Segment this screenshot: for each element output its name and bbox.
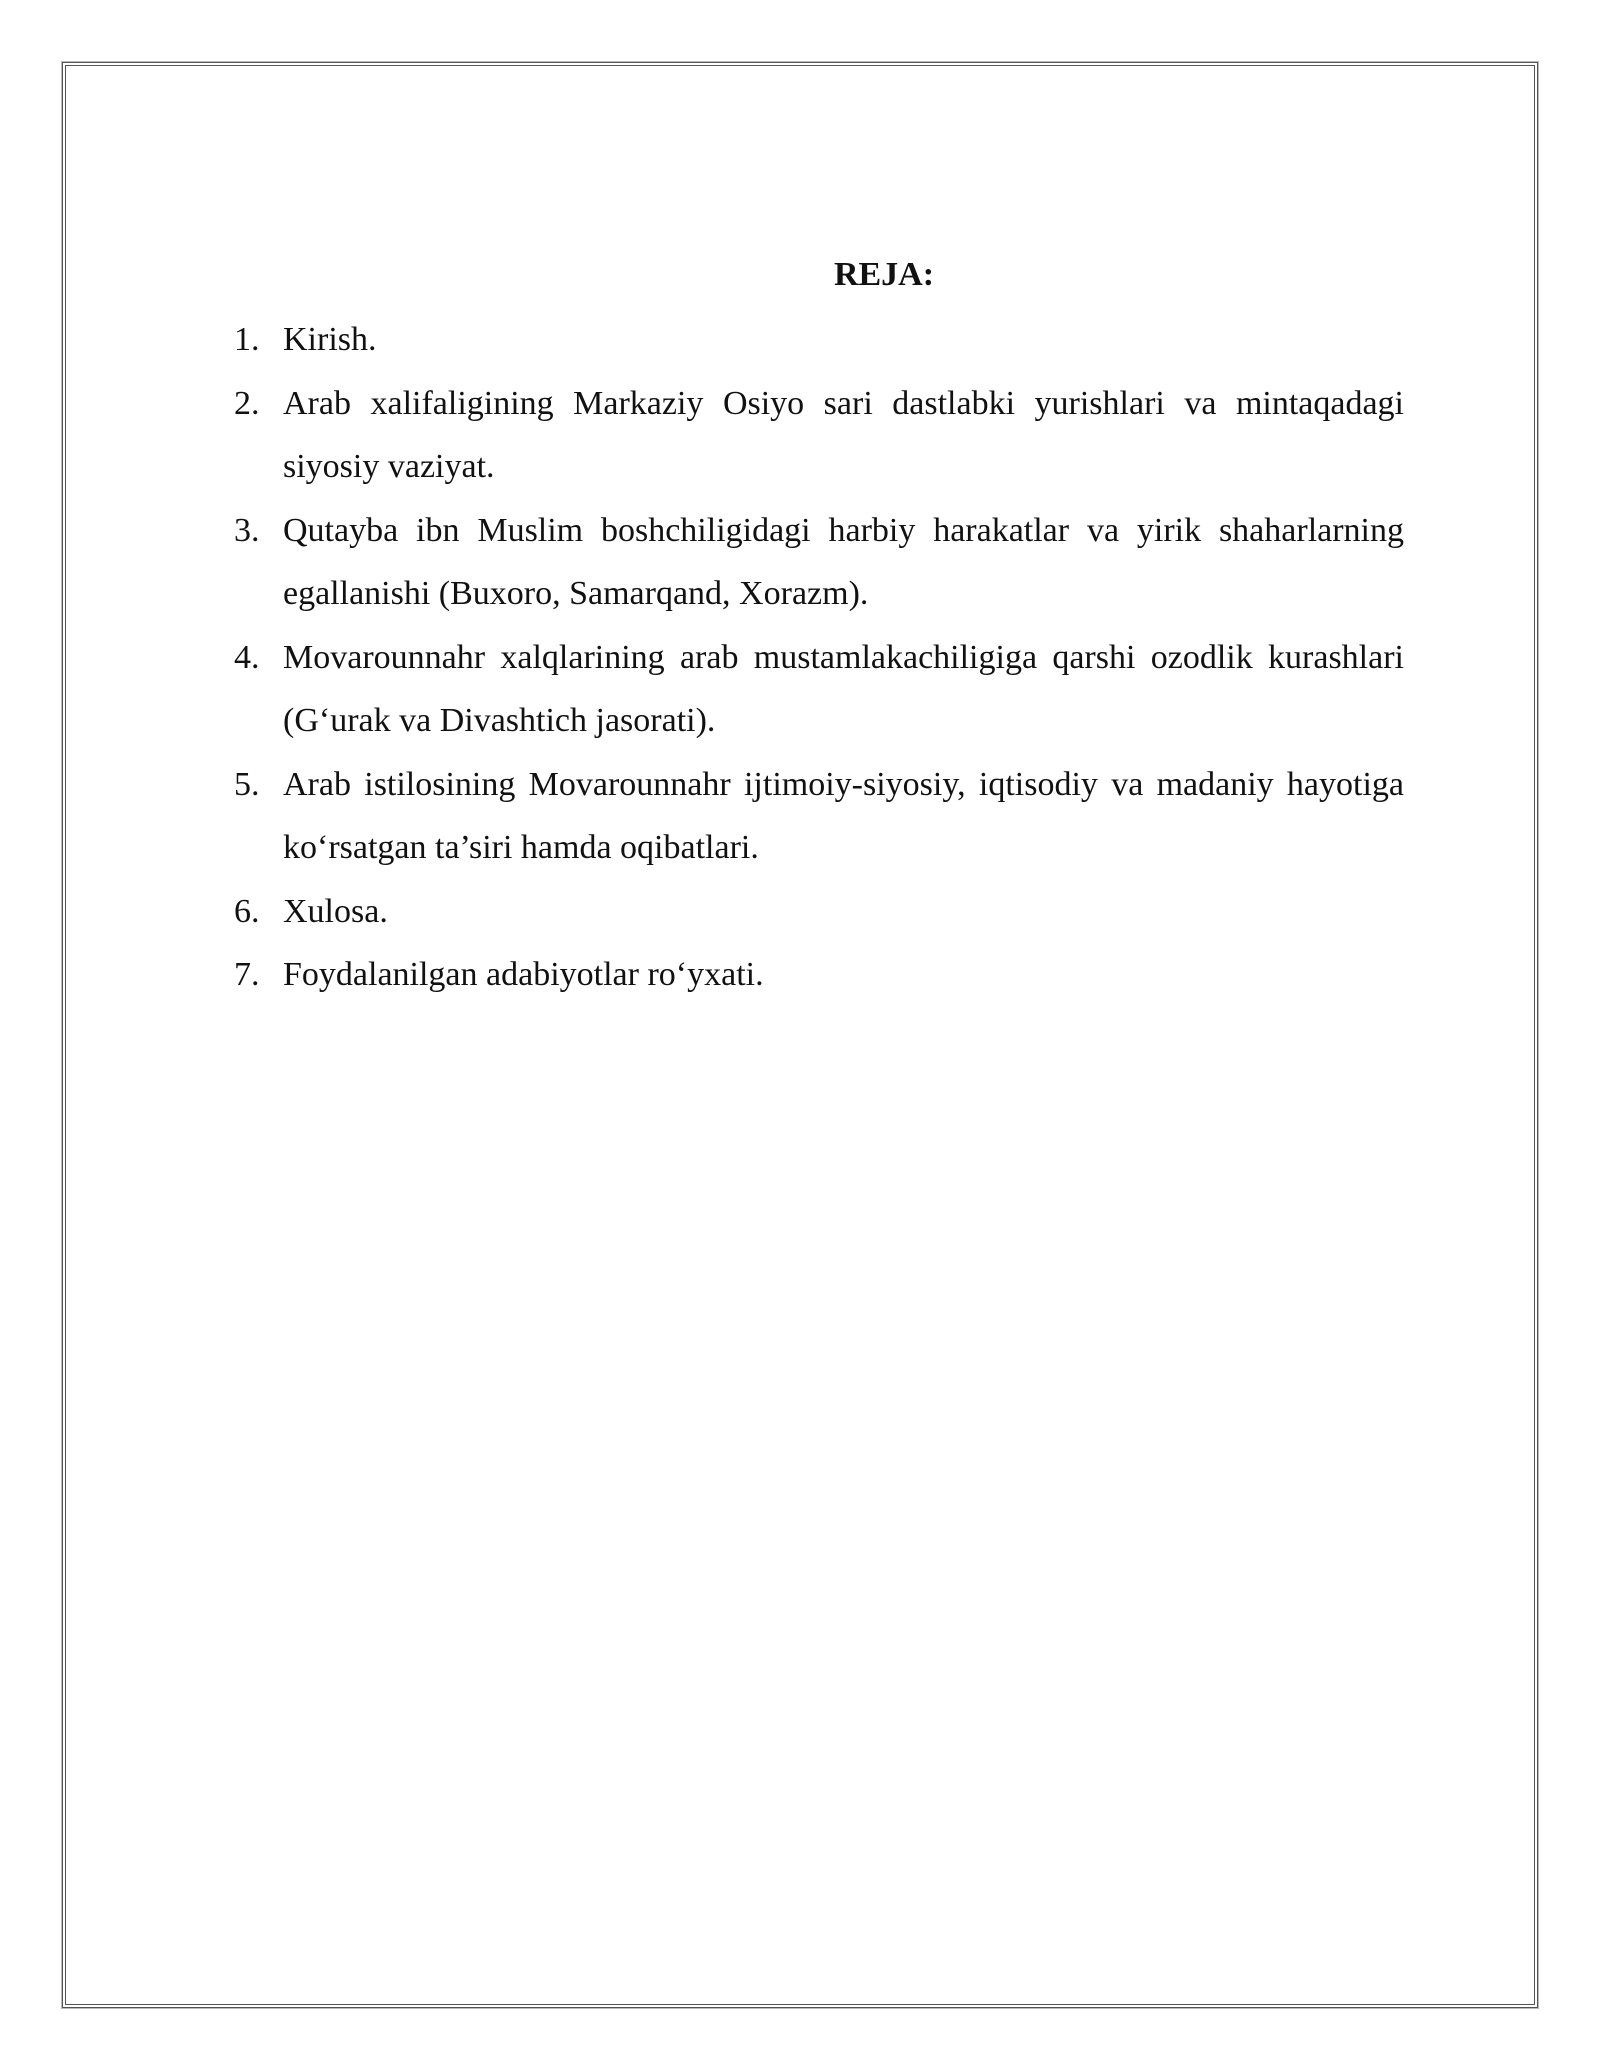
list-item-number: 2.	[234, 384, 260, 422]
list-item	[234, 626, 1404, 753]
list-item-text: Foydalanilgan adabiyotlar ro‘yxati.	[283, 956, 764, 993]
list-item	[234, 880, 1404, 944]
list-item-number: 3.	[234, 511, 260, 549]
plan-list	[234, 308, 1404, 1007]
list-item-text: Arab istilosining Movarounnahr ijtimoiy-siyosiy, iqtisodiy va madaniy hayotiga ko‘rsatgan ta’siri hamda oqibatlari.	[283, 765, 1404, 866]
list-item-text: Arab xalifaligining Markaziy Osiyo sari dastlabki yurishlari va mintaqadagi siyosiy vaziyat.	[283, 384, 1404, 485]
list-item	[234, 499, 1404, 626]
document-body	[234, 240, 1404, 1007]
list-item-number: 1.	[234, 321, 260, 358]
list-item-text: Xulosa.	[283, 892, 388, 930]
list-item-number: 4.	[234, 638, 260, 676]
list-item-text: Qutayba ibn Muslim boshchiligidagi harbiy harakatlar va yirik shaharlarning egallanishi (Buxoro, Samarqand, Xorazm).	[283, 511, 1404, 612]
list-item-text: Movarounnahr xalqlarining arab mustamlakachiligiga qarshi ozodlik kurashlari (G‘urak va Divashtich jasorati).	[283, 638, 1404, 739]
list-item-text: Kirish.	[283, 321, 377, 358]
list-item	[234, 308, 1404, 372]
list-item-number: 5.	[234, 765, 260, 803]
list-item	[234, 943, 1404, 1007]
page-title: REJA:	[833, 256, 935, 293]
list-item-number: 7.	[234, 956, 260, 993]
list-item	[234, 753, 1404, 880]
list-item-number: 6.	[234, 892, 260, 930]
list-item	[234, 372, 1404, 499]
